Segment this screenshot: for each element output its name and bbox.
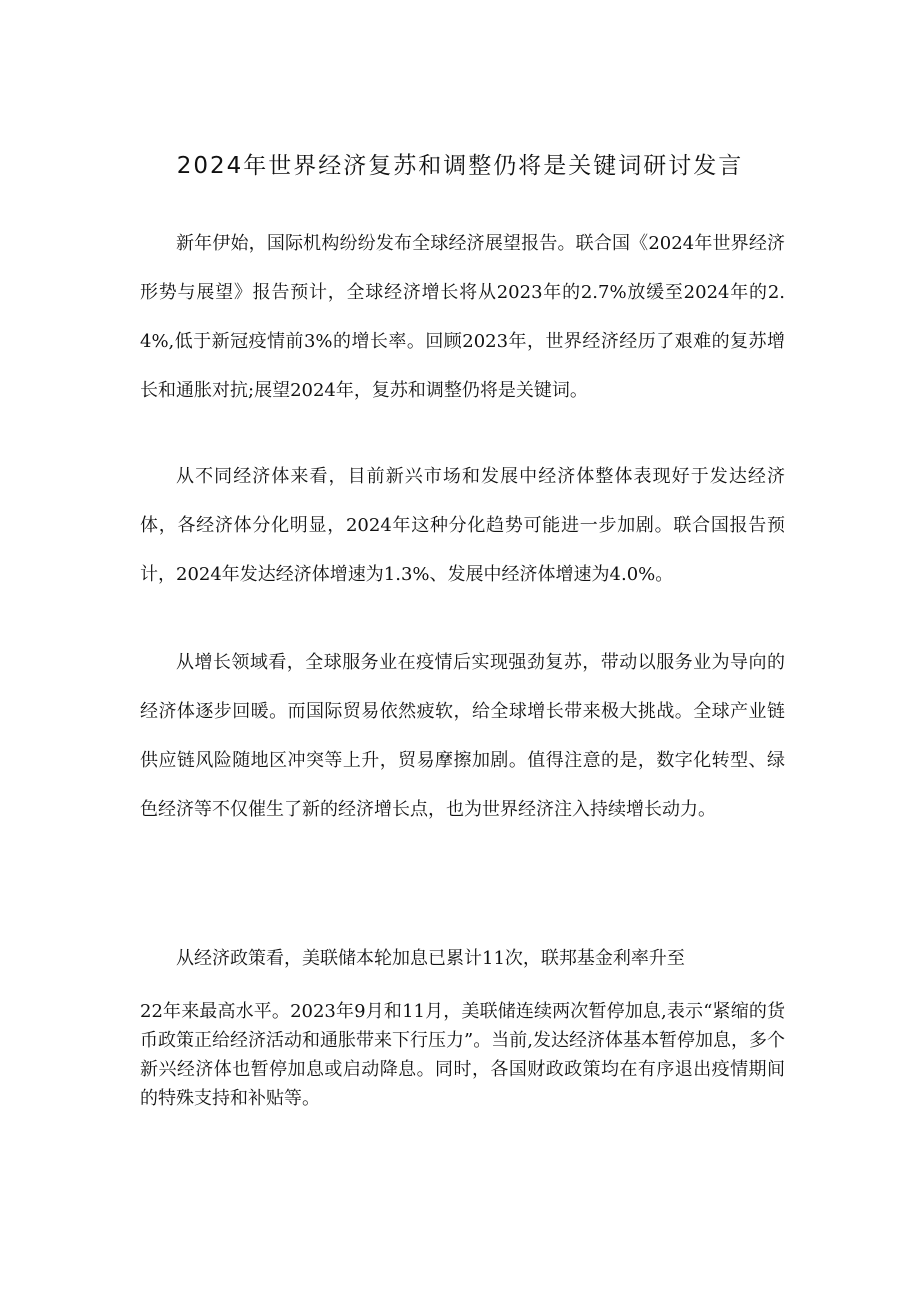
document-title: 2024年世界经济复苏和调整仍将是关键词研讨发言 (176, 153, 744, 179)
paragraph-growth-areas: 从增长领域看，全球服务业在疫情后实现强劲复苏，带动以服务业为导向的经济体逐步回暖。而国际贸易依然疲软，给全球增长带来极大挑战。全球产业链供应链风险随地区冲突等上升，贸易摩擦加剧。值得注意的是，数字化转型、绿色经济等不仅催生了新的经济增长点，也为世界经济注入持续增长动力。 (140, 652, 785, 820)
paragraph-outlook: 新年伊始，国际机构纷纷发布全球经济展望报告。联合国《2024年世界经济形势与展望》报告预计，全球经济增长将从2023年的2.7%放缓至2024年的2.4%,低于新冠疫情前3%的增长率。回顾2023年，世界经济经历了艰难的复苏增长和通胀对抗;展望2024年，复苏和调整仍将是关键词。 (140, 233, 785, 401)
paragraph-policy-detail: 22年来最高水平。2023年9月和11月，美联储连续两次暂停加息,表示“紧缩的货币政策正给经济活动和通胀带来下行压力”。当前,发达经济体基本暂停加息，多个新兴经济体也暂停加息或启动降息。同时，各国财政政策均在有序退出疫情期间的特殊支持和补贴等。 (140, 1001, 785, 1109)
paragraph-economies: 从不同经济体来看，目前新兴市场和发展中经济体整体表现好于发达经济体，各经济体分化明显，2024年这种分化趋势可能进一步加剧。联合国报告预计，2024年发达经济体增速为1.3%、发展中经济体增速为4.0%。 (140, 466, 785, 585)
paragraph-policy-intro: 从经济政策看，美联储本轮加息已累计11次，联邦基金利率升至 (176, 948, 685, 969)
